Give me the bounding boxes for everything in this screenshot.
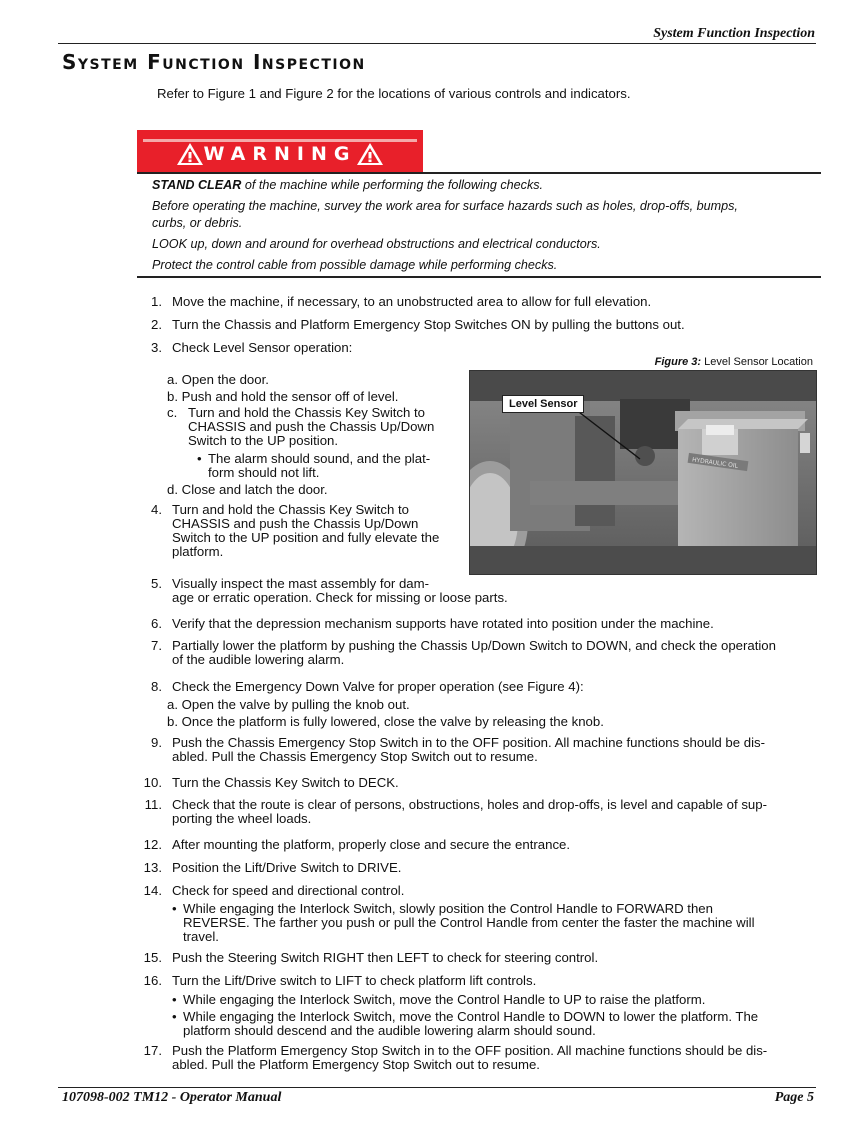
step-16-bullet: • While engaging the Interlock Switch, move the Control Handle to UP to raise the platform. (172, 992, 706, 1007)
level-sensor-callout: Level Sensor (502, 395, 584, 413)
page-title: System Function Inspection (62, 50, 366, 74)
running-header: System Function Inspection (653, 26, 815, 41)
step-3: 3. Check Level Sensor operation: (151, 340, 353, 355)
warning-line: curbs, or debris. (152, 216, 243, 230)
warning-line: Protect the control cable from possible damage while performing checks. (152, 258, 558, 272)
step-1: 1. Move the machine, if necessary, to an unobstructed area to allow for full elevation. (151, 294, 652, 309)
warning-icon (176, 142, 204, 166)
warning-icon (356, 142, 384, 166)
header-rule (58, 43, 816, 44)
warning-label: WARNING (203, 143, 357, 165)
step-4: 4. Turn and hold the Chassis Key Switch to CHASSIS and push the Chassis Up/Down Switch to the UP position and fully elevate the platform. (151, 502, 440, 559)
step-2: 2. Turn the Chassis and Platform Emergency Stop Switches ON by pulling the buttons out. (151, 317, 685, 332)
step-12: 12. After mounting the platform, properly close and secure the entrance. (143, 837, 571, 852)
footer-page-number: Page 5 (774, 1090, 814, 1105)
step-3b: b. Push and hold the sensor off of level. (167, 389, 399, 404)
warning-line: STAND CLEAR of the machine while performing the following checks. (152, 178, 544, 192)
step-15: 15. Push the Steering Switch RIGHT then LEFT to check for steering control. (143, 950, 599, 965)
warning-rule-bottom (137, 276, 821, 278)
step-8b: b. Once the platform is fully lowered, close the valve by releasing the knob. (167, 714, 604, 729)
step-17: 17. Push the Platform Emergency Stop Switch in to the OFF position. All machine functions should be dis- abled. Pull the Platform Emergency Stop Switch out to resume. (143, 1043, 768, 1072)
step-16-bullet: • While engaging the Interlock Switch, move the Control Handle to DOWN to lower the platform. The platform should descend and the audible lowering alarm should sound. (172, 1009, 759, 1038)
oil-plate-text: HYDRAULIC OIL (691, 456, 739, 470)
step-3d: d. Close and latch the door. (167, 482, 328, 497)
step-9: 9. Push the Chassis Emergency Stop Switch in to the OFF position. All machine functions should be dis- abled. Pull the Chassis Emergency Stop Switch out to resume. (151, 735, 765, 764)
footer-manual: 107098-002 TM12 - Operator Manual (62, 1090, 282, 1105)
footer-rule (58, 1087, 816, 1088)
step-14: 14. Check for speed and directional control. (143, 883, 405, 898)
step-13: 13. Position the Lift/Drive Switch to DRIVE. (143, 860, 402, 875)
step-6: 6. Verify that the depression mechanism supports have rotated into position under the machine. (151, 616, 714, 631)
warning-line: Before operating the machine, survey the work area for surface hazards such as holes, drop-offs, bumps, (152, 199, 738, 213)
warning-rule-top (137, 172, 821, 174)
step-5: 5. Visually inspect the mast assembly for dam- age or erratic operation. Check for missing or loose parts. (151, 576, 508, 605)
step-7: 7. Partially lower the platform by pushing the Chassis Up/Down Switch to DOWN, and check the operation of the audible lowering alarm. (151, 638, 776, 667)
figure-caption: Figure 3: Level Sensor Location (654, 356, 813, 368)
step-3c-bullet: • The alarm should sound, and the plat- form should not lift. (197, 451, 431, 480)
step-14-bullet: • While engaging the Interlock Switch, slowly position the Control Handle to FORWARD then REVERSE. The farther you push or pull the Control Handle from center the faster the machine will travel. (172, 901, 755, 944)
step-8: 8. Check the Emergency Down Valve for proper operation (see Figure 4): (151, 679, 584, 694)
warning-banner (137, 130, 423, 172)
level-sensor-photo (469, 370, 817, 575)
step-16: 16. Turn the Lift/Drive switch to LIFT to check platform lift controls. (143, 973, 537, 988)
warning-line: LOOK up, down and around for overhead obstructions and electrical conductors. (152, 237, 601, 251)
intro-text: Refer to Figure 1 and Figure 2 for the locations of various controls and indicators. (157, 86, 631, 101)
step-10: 10. Turn the Chassis Key Switch to DECK. (143, 775, 399, 790)
step-3c: c. Turn and hold the Chassis Key Switch to CHASSIS and push the Chassis Up/Down Switch to the UP position. (167, 405, 435, 448)
step-11: 11. Check that the route is clear of persons, obstructions, holes and drop-offs, is level and capable of sup- porting the wheel loads. (144, 797, 767, 826)
step-8a: a. Open the valve by pulling the knob out. (167, 697, 410, 712)
step-3a: a. Open the door. (167, 372, 269, 387)
